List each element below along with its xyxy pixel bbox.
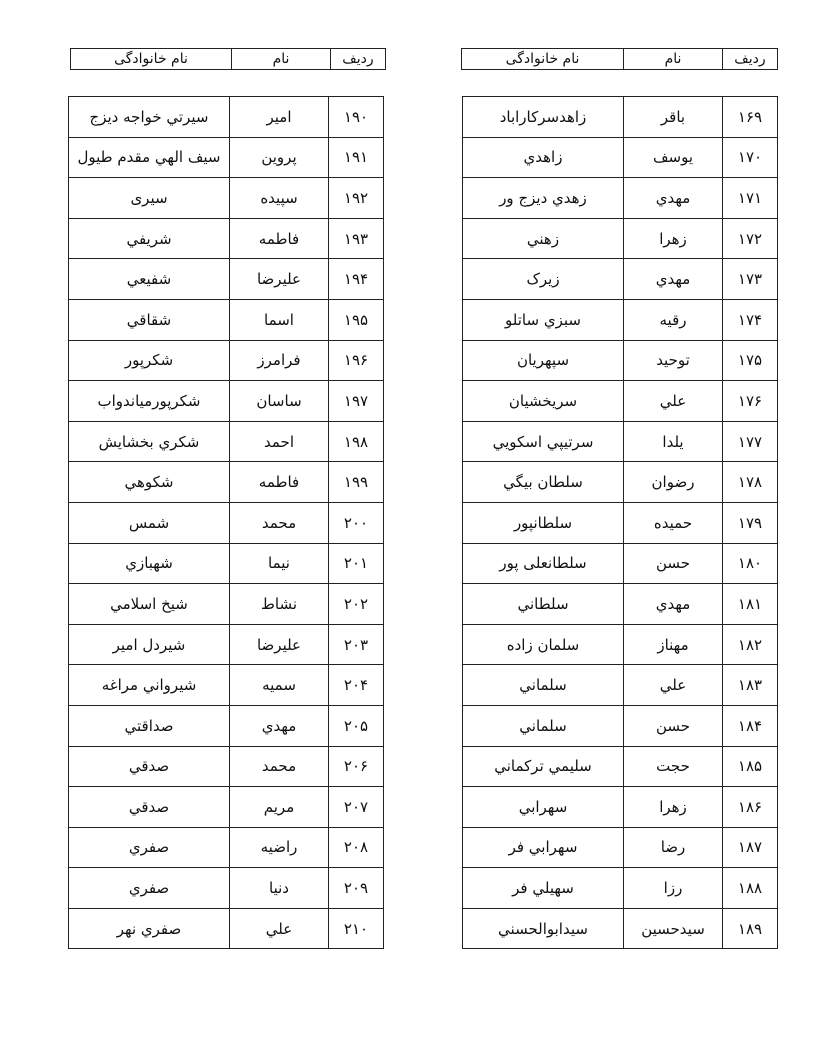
right-table-header [461, 48, 778, 70]
table-row [69, 340, 384, 381]
last-name-cell: شكرپور [69, 340, 230, 381]
table-row [463, 218, 778, 259]
first-name-cell: عليرضا [230, 624, 329, 665]
table-row [463, 868, 778, 909]
last-name-cell: سريخشيان [463, 381, 624, 422]
last-name-cell: شکري بخشايش [69, 421, 230, 462]
first-name-cell: نيما [230, 543, 329, 584]
row-number: ۱۹۱ [329, 137, 384, 178]
row-number: ۱۸۶ [723, 787, 778, 828]
row-number: ۱۸۵ [723, 746, 778, 787]
row-number: ۱۸۲ [723, 624, 778, 665]
row-number: ۲۰۰ [329, 502, 384, 543]
last-name-cell: سرتيپي اسکويي [463, 421, 624, 462]
last-name-cell: شهبازي [69, 543, 230, 584]
table-row [463, 665, 778, 706]
last-name-cell: سلطانعلی پور [463, 543, 624, 584]
row-number: ۱۷۳ [723, 259, 778, 300]
first-name-cell: توحيد [624, 340, 723, 381]
first-name-cell: سميه [230, 665, 329, 706]
first-name-cell: مهدي [624, 178, 723, 219]
row-number: ۱۷۶ [723, 381, 778, 422]
row-number: ۲۰۶ [329, 746, 384, 787]
last-name-cell: شفيعي [69, 259, 230, 300]
table-row [463, 299, 778, 340]
table-row [463, 178, 778, 219]
last-name-cell: سلطاني [463, 584, 624, 625]
last-name-cell: صداقتي [69, 705, 230, 746]
last-name-cell: سيف الهي مقدم طيول [69, 137, 230, 178]
last-name-cell: شيردل امير [69, 624, 230, 665]
last-name-cell: صدقي [69, 787, 230, 828]
last-name-cell: شريفي [69, 218, 230, 259]
last-name-cell: سهرابي فر [463, 827, 624, 868]
row-number: ۲۰۳ [329, 624, 384, 665]
table-row [69, 665, 384, 706]
row-number: ۱۹۰ [329, 97, 384, 138]
first-name-cell: فاطمه [230, 462, 329, 503]
first-name-cell: رضا [624, 827, 723, 868]
first-name-cell: فاطمه [230, 218, 329, 259]
row-number: ۲۰۱ [329, 543, 384, 584]
row-number: ۱۷۹ [723, 502, 778, 543]
table-row [69, 421, 384, 462]
first-name-cell: احمد [230, 421, 329, 462]
header-radif: ردیف [331, 49, 386, 70]
first-name-cell: عليرضا [230, 259, 329, 300]
table-row [69, 705, 384, 746]
last-name-cell: شيخ اسلامي [69, 584, 230, 625]
last-name-cell: سليمي ترکماني [463, 746, 624, 787]
table-row [463, 259, 778, 300]
row-number: ۱۷۲ [723, 218, 778, 259]
last-name-cell: زهدي ديزج ور [463, 178, 624, 219]
first-name-cell: رقيه [624, 299, 723, 340]
row-number: ۱۸۸ [723, 868, 778, 909]
table-row [463, 462, 778, 503]
table-row [69, 868, 384, 909]
table-row [69, 381, 384, 422]
first-name-cell: امير [230, 97, 329, 138]
last-name-cell: سپهريان [463, 340, 624, 381]
row-number: ۱۷۴ [723, 299, 778, 340]
table-row [69, 746, 384, 787]
last-name-cell: زهني [463, 218, 624, 259]
first-name-cell: حميده [624, 502, 723, 543]
table-row [69, 462, 384, 503]
row-number: ۱۸۹ [723, 908, 778, 949]
row-number: ۲۰۵ [329, 705, 384, 746]
first-name-cell: زهرا [624, 787, 723, 828]
table-row [69, 787, 384, 828]
first-name-cell: محمد [230, 502, 329, 543]
first-name-cell: مهدي [624, 259, 723, 300]
last-name-cell: شمس [69, 502, 230, 543]
first-name-cell: دنيا [230, 868, 329, 909]
table-row [463, 705, 778, 746]
row-number: ۲۰۹ [329, 868, 384, 909]
row-number: ۲۰۴ [329, 665, 384, 706]
first-name-cell: حجت [624, 746, 723, 787]
first-name-cell: نشاط [230, 584, 329, 625]
row-number: ۱۷۷ [723, 421, 778, 462]
last-name-cell: سلمان زاده [463, 624, 624, 665]
header-radif: ردیف [723, 49, 778, 70]
first-name-cell: مريم [230, 787, 329, 828]
first-name-cell: ساسان [230, 381, 329, 422]
table-row [463, 502, 778, 543]
table-row [69, 299, 384, 340]
header-name: نام [232, 49, 331, 70]
first-name-cell: مهدي [230, 705, 329, 746]
row-number: ۱۸۳ [723, 665, 778, 706]
table-row [463, 421, 778, 462]
last-name-cell: سهيلي فر [463, 868, 624, 909]
row-number: ۲۰۸ [329, 827, 384, 868]
last-name-cell: شيرواني مراغه [69, 665, 230, 706]
row-number: ۱۸۷ [723, 827, 778, 868]
last-name-cell: سلماني [463, 705, 624, 746]
row-number: ۱۹۶ [329, 340, 384, 381]
table-row [69, 178, 384, 219]
row-number: ۱۹۵ [329, 299, 384, 340]
first-name-cell: فرامرز [230, 340, 329, 381]
row-number: ۲۰۲ [329, 584, 384, 625]
last-name-cell: سبزي ساتلو [463, 299, 624, 340]
right-table [462, 96, 778, 949]
last-name-cell: سلطانپور [463, 502, 624, 543]
last-name-cell: سلماني [463, 665, 624, 706]
last-name-cell: سلطان بيگي [463, 462, 624, 503]
first-name-cell: علي [624, 665, 723, 706]
last-name-cell: سهرابي [463, 787, 624, 828]
table-row [69, 97, 384, 138]
row-number: ۱۸۰ [723, 543, 778, 584]
row-number: ۱۹۹ [329, 462, 384, 503]
last-name-cell: زاهدسرکاراباد [463, 97, 624, 138]
first-name-cell: سپيده [230, 178, 329, 219]
table-row [69, 624, 384, 665]
table-row [69, 218, 384, 259]
table-row [463, 746, 778, 787]
first-name-cell: رضوان [624, 462, 723, 503]
first-name-cell: باقر [624, 97, 723, 138]
first-name-cell: اسما [230, 299, 329, 340]
table-row [463, 543, 778, 584]
last-name-cell: شکوهي [69, 462, 230, 503]
row-number: ۱۸۴ [723, 705, 778, 746]
row-number: ۱۸۱ [723, 584, 778, 625]
table-row [69, 908, 384, 949]
table-row [463, 137, 778, 178]
row-number: ۱۹۴ [329, 259, 384, 300]
row-number: ۱۹۳ [329, 218, 384, 259]
row-number: ۱۷۸ [723, 462, 778, 503]
row-number: ۲۱۰ [329, 908, 384, 949]
table-row [69, 137, 384, 178]
last-name-cell: صدقي [69, 746, 230, 787]
row-number: ۱۶۹ [723, 97, 778, 138]
table-row [69, 502, 384, 543]
table-row [463, 340, 778, 381]
table-row [69, 259, 384, 300]
last-name-cell: صفري [69, 868, 230, 909]
row-number: ۱۹۲ [329, 178, 384, 219]
table-row [463, 584, 778, 625]
row-number: ۱۷۵ [723, 340, 778, 381]
table-row [463, 381, 778, 422]
last-name-cell: صفري [69, 827, 230, 868]
row-number: ۱۹۸ [329, 421, 384, 462]
first-name-cell: پروين [230, 137, 329, 178]
left-table [68, 96, 384, 949]
table-row [69, 543, 384, 584]
first-name-cell: مهدي [624, 584, 723, 625]
row-number: ۱۹۷ [329, 381, 384, 422]
table-row [69, 584, 384, 625]
first-name-cell: سيدحسين [624, 908, 723, 949]
last-name-cell: صفري نهر [69, 908, 230, 949]
last-name-cell: سيرتي خواجه ديزج [69, 97, 230, 138]
header-name: نام [624, 49, 723, 70]
first-name-cell: حسن [624, 705, 723, 746]
first-name-cell: علي [624, 381, 723, 422]
row-number: ۱۷۰ [723, 137, 778, 178]
header-family: نام خانوادگی [462, 49, 624, 70]
header-family: نام خانوادگی [71, 49, 232, 70]
table-row [69, 827, 384, 868]
first-name-cell: مهناز [624, 624, 723, 665]
last-name-cell: شقاقي [69, 299, 230, 340]
first-name-cell: يلدا [624, 421, 723, 462]
first-name-cell: يوسف [624, 137, 723, 178]
first-name-cell: رزا [624, 868, 723, 909]
first-name-cell: علي [230, 908, 329, 949]
last-name-cell: زاهدي [463, 137, 624, 178]
table-row [463, 908, 778, 949]
row-number: ۲۰۷ [329, 787, 384, 828]
last-name-cell: شکرپورمياندواب [69, 381, 230, 422]
table-row [463, 97, 778, 138]
table-row [463, 624, 778, 665]
first-name-cell: زهرا [624, 218, 723, 259]
left-table-header [70, 48, 386, 70]
first-name-cell: راضيه [230, 827, 329, 868]
first-name-cell: محمد [230, 746, 329, 787]
first-name-cell: حسن [624, 543, 723, 584]
table-row [463, 787, 778, 828]
table-row [463, 827, 778, 868]
last-name-cell: سيدابوالحسني [463, 908, 624, 949]
last-name-cell: سیری [69, 178, 230, 219]
last-name-cell: زيرک [463, 259, 624, 300]
row-number: ۱۷۱ [723, 178, 778, 219]
